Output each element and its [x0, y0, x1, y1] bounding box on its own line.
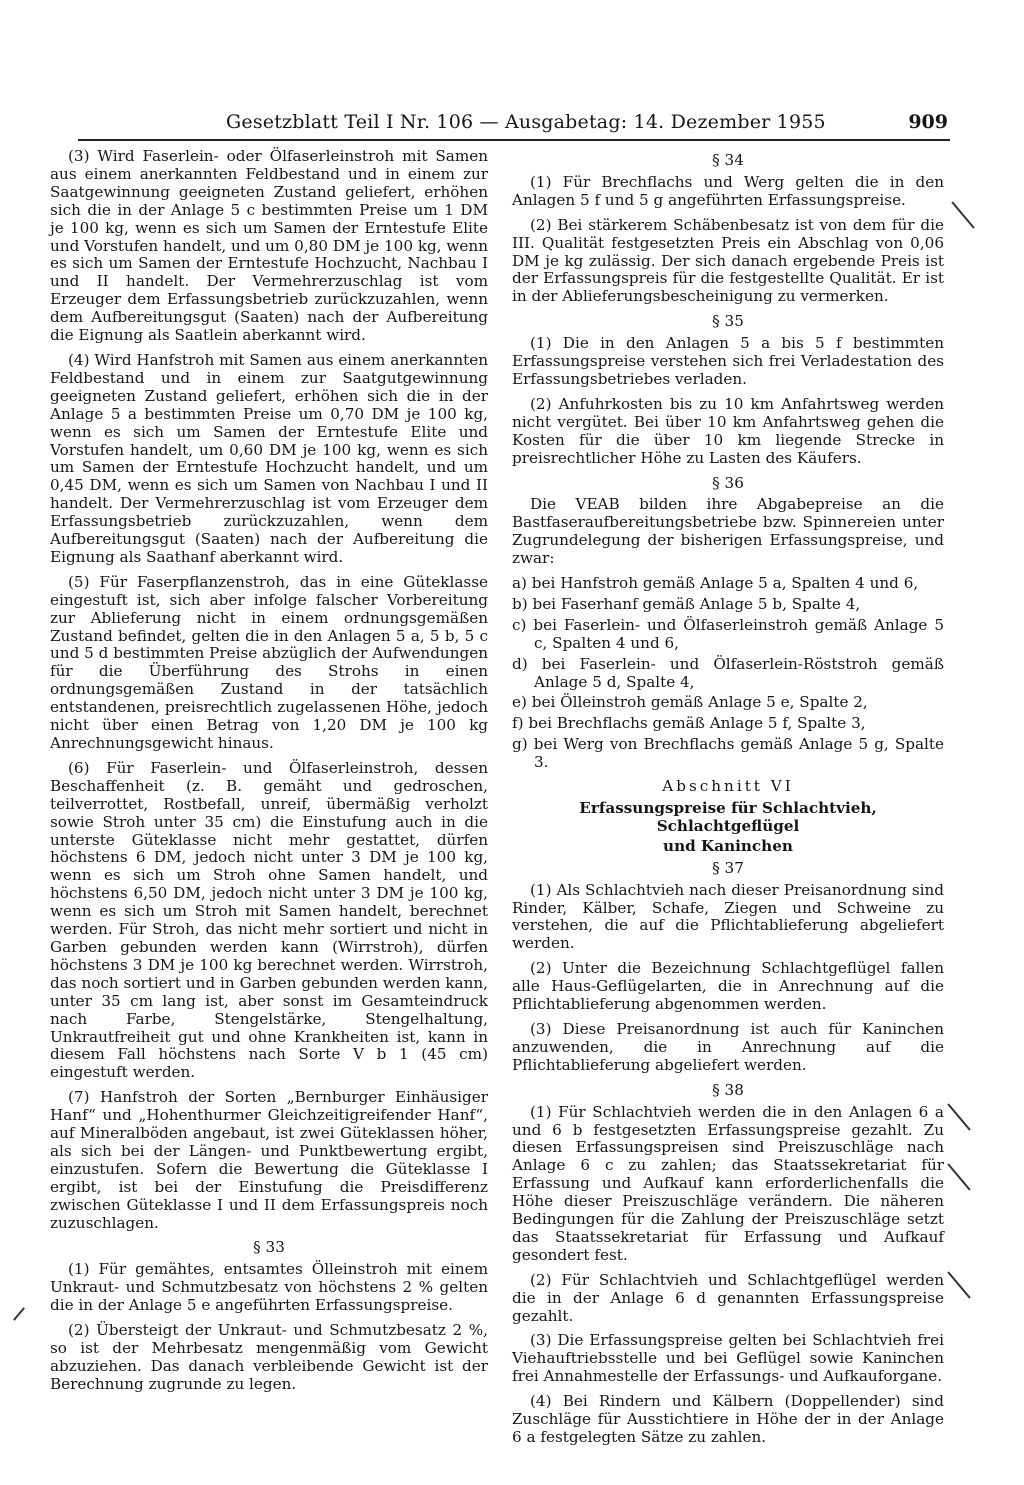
margin-mark: [947, 1103, 970, 1130]
section-36-intro: Die VEAB bilden ihre Abgabepreise an die Bastfaseraufbereitungsbetriebe bzw. Spinnereien unter Zugrundelegung der bisherigen Erfassungspreise, und zwar:: [512, 495, 944, 568]
section-35-paragraph-2: (2) Anfuhrkosten bis zu 10 km Anfahrtsweg werden nicht vergütet. Bei über 10 km Anfahrtsweg gehen die Kosten für die über 10 km liegende Strecke in preisrechtlicher Höhe zu Lasten des Käufers.: [512, 394, 944, 467]
list-item: c) bei Faserlein- und Ölfaserleinstroh gemäß Anlage 5 c, Spalten 4 und 6,: [512, 615, 944, 652]
list-item: a) bei Hanfstroh gemäß Anlage 5 a, Spalten 4 und 6,: [512, 574, 919, 593]
abschnitt-title-line-1: Erfassungspreise für Schlachtvieh, Schlachtgeflügel: [579, 799, 877, 835]
section-38-paragraph-2: (2) Für Schlachtvieh und Schlachtgeflügel werden die in der Anlage 6 d genannten Erfassungspreise gezahlt.: [512, 1270, 944, 1325]
section-34-heading: § 34: [712, 151, 744, 169]
section-36-list: [512, 575, 944, 772]
section-38-heading: § 38: [712, 1080, 744, 1099]
paragraph-3: (3) Wird Faserlein- oder Ölfaserleinstroh mit Samen aus einem anerkannten Feldbestand und in einem zur Saatgewinnung geeigneten Zustand geliefert, erhöhen sich die in der Anlage 5 c bestimmten Preise um 1 DM je 100 kg, wenn es sich um Samen der Erntestufe Elite und Vorstufen handelt, und um 0,80 DM je 100 kg, wenn es sich um Samen der Erntestufe Hochzucht, Nachbau I und II handelt. Der Vermehrerzuschlag ist vom Erzeuger dem Erfassungsbetrieb zurückzuzahlen, wenn dem Aufbereitungsgut (Saaten) nach der Aufbereitung die Eignung als Saatlein aberkannt wird.: [50, 147, 488, 345]
paragraph-6: (6) Für Faserlein- und Ölfaserleinstroh, dessen Beschaffenheit (z. B. gemäht und gedroschen, teilverrottet, Rostbefall, unreif, übermäßig verholzt sowie Stroh unter 35 cm) die Einstufung auch in die unterste Güteklasse nicht mehr gestattet, dürfen höchstens 6 DM, jedoch nicht unter 3 DM je 100 kg, wenn es sich um Stroh ohne Samen handelt, und höchstens 6,50 DM, jedoch nicht unter 3 DM je 100 kg, wenn es sich um Stroh mit Samen handelt, berechnet werden. Für Stroh, das nicht mehr sortiert und nicht in Garben gebunden werden kann (Wirrstroh), dürfen höchstens 3 DM je 100 kg berechnet werden. Wirrstroh, das noch sortiert und in Garben gebunden werden kann, unter 35 cm lang ist, aber sonst im Gesamteindruck nach Farbe, Stengelstärke, Stengelhaltung, Unkrautfreiheit gut und ohne Krankheiten ist, kann in diesem Fall höchstens nach Sorte V b 1 (45 cm) eingestuft werden.: [50, 758, 488, 1082]
list-item: g) bei Werg von Brechflachs gemäß Anlage 5 g, Spalte 3.: [512, 735, 944, 772]
margin-mark: [947, 1271, 970, 1298]
list-item: b) bei Faserhanf gemäß Anlage 5 b, Spalte 4,: [512, 594, 861, 613]
section-34-paragraph-1: (1) Für Brechflachs und Werg gelten die in den Anlagen 5 f und 5 g angeführten Erfassungspreise.: [512, 172, 944, 209]
section-38-paragraph-4: (4) Bei Rindern und Kälbern (Doppellender) sind Zuschläge für Ausstichtiere in Höhe der in der Anlage 6 a festgelegten Sätze zu zahlen.: [512, 1392, 944, 1446]
section-38-paragraph-1: (1) Für Schlachtvieh werden die in den Anlagen 6 a und 6 b festgesetzten Erfassungspreise gezahlt. Zu diesen Erfassungspreisen sind Preiszuschläge nach Anlage 6 c zu zahlen; das Staatssekretariat für Erfassung und Aufkauf kann erforderlichenfalls die Höhe dieser Preiszuschläge verändern. Die näheren Bedingungen für die Zahlung der Preiszuschläge setzt das Staatssekretariat für Erfassung und Aufkauf gesondert fest.: [512, 1102, 944, 1264]
margin-mark: [13, 1307, 25, 1321]
header-title: Gesetzblatt Teil I Nr. 106 — Ausgabetag: 14. Dezember 1955: [226, 111, 826, 133]
paragraph-7: (7) Hanfstroh der Sorten „Bernburger Einhäusiger Hanf“ und „Hohenthurmer Gleichzeitigreifender Hanf“, auf Mineralböden angebaut, ist zwei Güteklassen höher, als sich bei der Längen- und Punktbewertung ergibt, einzustufen. Sofern die Bewertung die Güteklasse I ergibt, ist bei der Einstufung die Preisdifferenz zwischen Güteklasse I und II dem Erfassungspreis noch zuzuschlagen.: [50, 1088, 488, 1232]
list-item: f) bei Brechflachs gemäß Anlage 5 f, Spalte 3,: [512, 714, 866, 733]
section-33-heading: § 33: [253, 1238, 285, 1257]
section-37-heading: § 37: [712, 858, 744, 877]
page-number: 909: [908, 111, 948, 133]
section-37-paragraph-1: (1) Als Schlachtvieh nach dieser Preisanordnung sind Rinder, Kälber, Schafe, Ziegen und Schweine zu verstehen, die auf die Pflichtablieferung abgeliefert werden.: [512, 880, 944, 953]
margin-mark: [951, 201, 974, 228]
list-item: e) bei Ölleinstroh gemäß Anlage 5 e, Spalte 2,: [512, 693, 868, 712]
list-item: d) bei Faserlein- und Ölfaserlein-Röststroh gemäß Anlage 5 d, Spalte 4,: [512, 654, 944, 691]
section-36-heading: § 36: [712, 473, 744, 492]
margin-mark: [947, 1163, 970, 1190]
right-column: [512, 148, 944, 1454]
section-33-paragraph-1: (1) Für gemähtes, entsamtes Ölleinstroh mit einem Unkraut- und Schmutzbesatz von höchstens 2 % gelten die in der Anlage 5 e angeführten Erfassungspreise.: [50, 1260, 488, 1315]
left-column: [50, 148, 488, 1401]
page-header: [78, 111, 950, 141]
section-37-paragraph-3: (3) Diese Preisanordnung ist auch für Kaninchen anzuwenden, die in Anrechnung auf die Pflichtablieferung abgeliefert werden.: [512, 1019, 944, 1074]
section-33-paragraph-2: (2) Übersteigt der Unkraut- und Schmutzbesatz 2 %, so ist der Mehrbesatz mengenmäßig vom Gewicht abzuziehen. Das danach verbleibende Gewicht ist der Berechnung zugrunde zu legen.: [50, 1321, 488, 1393]
abschnitt-title-line-2: und Kaninchen: [663, 836, 793, 855]
abschnitt-heading: Abschnitt VI: [662, 777, 794, 796]
paragraph-4: (4) Wird Hanfstroh mit Samen aus einem anerkannten Feldbestand und in einem zur Saatgutgewinnung geeigneten Zustand geliefert, erhöhen sich die in der Anlage 5 a bestimmten Preise um 0,70 DM je 100 kg, wenn es sich um Samen der Erntestufe Elite und Vorstufen handelt, um 0,60 DM je 100 kg, wenn es sich um Samen der Erntestufe Hochzucht handelt, und um 0,45 DM, wenn es sich um Samen von Nachbau I und II handelt. Der Vermehrerzuschlag ist vom Erzeuger dem Erfassungsbetrieb zurückzuzahlen, wenn dem Aufbereitungsgut (Saaten) nach der Aufbereitung die Eignung als Saathanf aberkannt wird.: [50, 350, 488, 566]
section-34-paragraph-2: (2) Bei stärkerem Schäbenbesatz ist von dem für die III. Qualität festgesetzten Preis ein Abschlag von 0,06 DM je kg zulässig. Der sich danach ergebende Preis ist der Erfassungspreis für die festgestellte Qualität. Er ist in der Ablieferungsbescheinigung zu vermerken.: [512, 215, 944, 306]
section-35-paragraph-1: (1) Die in den Anlagen 5 a bis 5 f bestimmten Erfassungspreise verstehen sich frei Verladestation des Erfassungsbetriebes verladen.: [512, 334, 944, 388]
section-35-heading: § 35: [712, 312, 744, 331]
section-38-paragraph-3: (3) Die Erfassungspreise gelten bei Schlachtvieh frei Viehauftriebsstelle und bei Geflügel sowie Kaninchen frei Annahmestelle der Erfassungs- und Aufkauforgane.: [512, 1331, 944, 1386]
paragraph-5: (5) Für Faserpflanzenstroh, das in eine Güteklasse eingestuft ist, sich aber infolge falscher Vorbereitung zur Ablieferung nicht in einem ordnungsgemäßen Zustand befindet, gelten die in den Anlagen 5 a, 5 b, 5 c und 5 d bestimmten Preise abzüglich der Aufwendungen für die Überführung des Strohs in einen ordnungsgemäßen Zustand in der tatsächlich entstandenen, preisrechtlich zugelassenen Höhe, jedoch nicht über einen Betrag von 1,20 DM je 100 kg Anrechnungsgewicht hinaus.: [50, 572, 488, 752]
section-37-paragraph-2: (2) Unter die Bezeichnung Schlachtgeflügel fallen alle Haus-Geflügelarten, die in Anrechnung auf die Pflichtablieferung abgenommen werden.: [512, 959, 944, 1014]
